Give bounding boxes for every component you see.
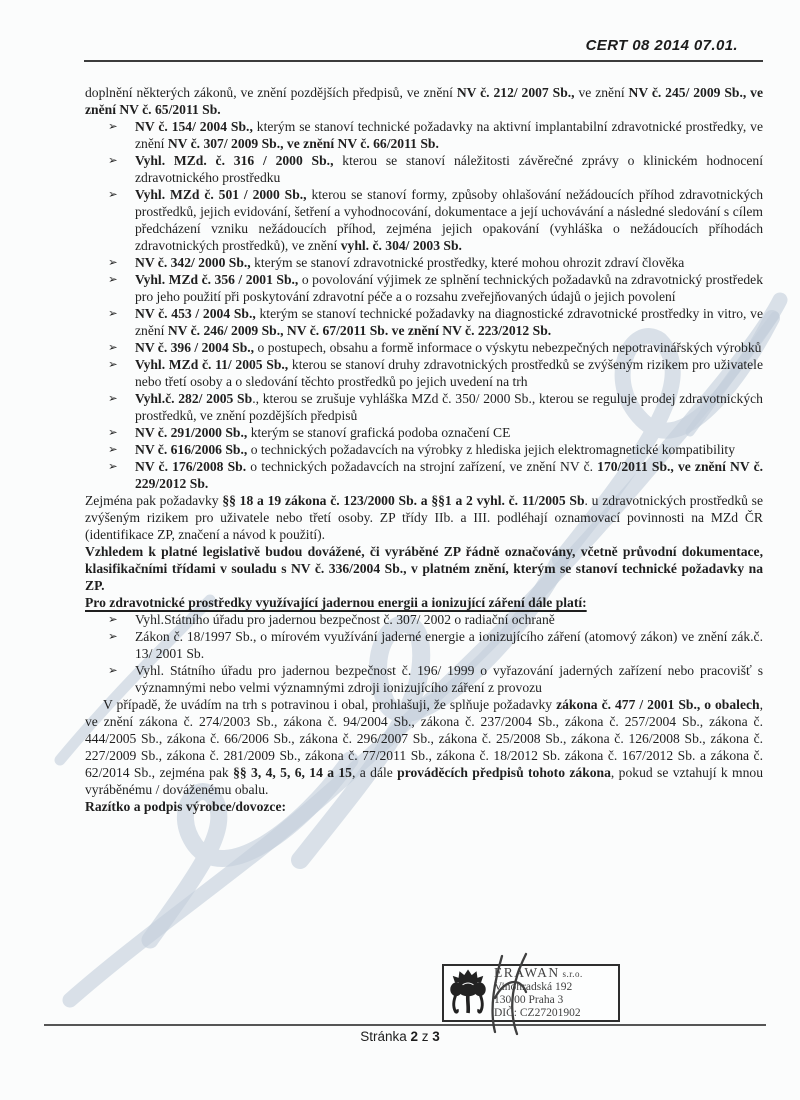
stamp-company-name: ERAWAN <box>494 965 560 980</box>
nuclear-regulations-list <box>85 611 763 696</box>
arrow-bullet-icon: ➢ <box>108 272 118 286</box>
list-item <box>85 458 763 492</box>
handwritten-signature <box>468 950 588 1040</box>
list-item-text: Vyhl. Státního úřadu pro jadernou bezpečnost č. 196/ 1999 o vyřazování jaderných zařízení nebo pracovišť s významnými nebo velmi významnými zdroji ionizujícího záření z provozu <box>135 663 763 695</box>
list-item <box>85 118 763 152</box>
arrow-bullet-icon: ➢ <box>108 391 118 405</box>
arrow-bullet-icon: ➢ <box>108 459 118 473</box>
document-body <box>85 84 763 815</box>
list-item-text: NV č. 396 / 2004 Sb., o postupech, obsahu a formě informace o výskytu nebezpečných nepotravinářských výrobků <box>135 340 762 355</box>
list-item-text: NV č. 291/2000 Sb., kterým se stanoví grafická podoba označení CE <box>135 425 511 440</box>
header-rule <box>84 60 763 62</box>
continuation-paragraph: doplnění některých zákonů, ve znění pozdějších předpisů, ve znění NV č. 212/ 2007 Sb., ve znění NV č. 245/ 2009 Sb., ve znění NV č. 65/2011 Sb. <box>85 85 763 117</box>
list-item-text: NV č. 176/2008 Sb. o technických požadavcích na strojní zařízení, ve znění NV č. 170/2011 Sb., ve znění NV č. 229/2012 Sb. <box>135 459 763 491</box>
arrow-bullet-icon: ➢ <box>108 340 118 354</box>
list-item-text: NV č. 453 / 2004 Sb., kterým se stanoví technické požadavky na diagnostické zdravotnické prostředky in vitro, ve znění NV č. 246/ 2009 Sb., NV č. 67/2011 Sb. ve znění NV č. 223/2012 Sb. <box>135 306 763 338</box>
list-item <box>85 662 763 696</box>
stamp-company-suffix: s.r.o. <box>562 969 583 979</box>
list-item-text: Vyhl. MZd č. 501 / 2000 Sb., kterou se stanoví formy, způsoby ohlašování nežádoucích příhod zdravotnických prostředků, jejich evidování, šetření a vyhodnocování, dokumentace a její uchovávání a následné sledování s cílem předcházení vzniku nežádoucích příhod, zejména jejich opakování (vyhláška o nežádoucích příhodách zdravotnických prostředků), ve znění vyhl. č. 304/ 2003 Sb. <box>135 187 764 253</box>
stamp-tax-id: DIČ: CZ27201902 <box>494 1007 581 1019</box>
list-item <box>85 390 763 424</box>
list-item <box>85 152 763 186</box>
list-item-text: NV č. 616/2006 Sb., o technických požadavcích na výrobky z hlediska jejich elektromagnetické kompatibility <box>135 442 735 457</box>
list-item <box>85 424 763 441</box>
paragraph-vzhledem: Vzhledem k platné legislativě budou dovážené, či vyráběné ZP řádně označovány, včetně průvodní dokumentace, klasifikačními třídami v souladu s NV č. 336/2004 Sb., v platném znění, kterým se stanoví technické požadavky na ZP. <box>85 544 763 593</box>
arrow-bullet-icon: ➢ <box>108 425 118 439</box>
list-item-text: Vyhl. MZd č. 11/ 2005 Sb., kterou se stanoví druhy zdravotnických prostředků se zvýšeným rizikem pro uživatele nebo třetí osoby a o sledování těchto prostředků po jejich uvedení na trh <box>135 357 763 389</box>
list-item <box>85 356 763 390</box>
list-item <box>85 186 763 254</box>
paragraph-zejmena: Zejména pak požadavky §§ 18 a 19 zákona č. 123/2000 Sb. a §§1 a 2 vyhl. č. 11/2005 Sb. u zdravotnických prostředků se zvýšeným rizikem pro uživatele nebo třetí osoby. ZP třídy IIb. a III. podléhají oznamovací povinnosti na MZd ČR (identifikace ZP, značení a návod k použití). <box>85 493 763 542</box>
list-item-text: NV č. 342/ 2000 Sb., kterým se stanoví zdravotnické prostředky, které mohou ohrozit zdraví člověka <box>135 255 685 270</box>
stamp-address-street: Vinohradská 192 <box>494 981 573 993</box>
page-number: Stránka 2 z 3 <box>360 1029 440 1044</box>
list-item-text: Zákon č. 18/1997 Sb., o mírovém využívání jaderné energie a ionizujícího záření (atomový zákon) ve znění zák.č. 13/ 2001 Sb. <box>135 629 763 661</box>
arrow-bullet-icon: ➢ <box>108 612 118 626</box>
arrow-bullet-icon: ➢ <box>108 357 118 371</box>
stamp-signature-label: Razítko a podpis výrobce/dovozce: <box>85 799 287 814</box>
arrow-bullet-icon: ➢ <box>108 629 118 643</box>
list-item <box>85 441 763 458</box>
footer-rule <box>44 1024 766 1026</box>
stamp-address-city: 130 00 Praha 3 <box>494 994 564 1006</box>
list-item <box>85 628 763 662</box>
paragraph-packaging: V případě, že uvádím na trh s potravinou i obal, prohlašuji, že splňuje požadavky zákona č. 477 / 2001 Sb., o obalech, ve znění zákona č. 274/2003 Sb., zákona č. 94/2004 Sb., zákona č. 237/2004 Sb., zákona č. 257/2004 Sb., zákona č. 444/2005 Sb., zákona č. 66/2006 Sb., zákona č. 296/2007 Sb., zákona č. 25/2008 Sb., zákona č. 126/2008 Sb., zákona č. 227/2009 Sb., zákona č. 281/2009 Sb., zákona č. 77/2011 Sb., zákona č. 18/2012 Sb. zákona č. 167/2012 Sb. a zákona č. 62/2014 Sb., zejména pak §§ 3, 4, 5, 6, 14 a 15, a dále prováděcích předpisů tohoto zákona, pokud se vztahují k mnou vyráběnému / dováženému obalu. <box>85 697 763 797</box>
list-item-text: NV č. 154/ 2004 Sb., kterým se stanoví technické požadavky na aktivní implantabilní zdravotnické prostředky, ve znění NV č. 307/ 2009 Sb., ve znění NV č. 66/2011 Sb. <box>135 119 764 151</box>
arrow-bullet-icon: ➢ <box>108 442 118 456</box>
list-item-text: Vyhl.č. 282/ 2005 Sb., kterou se zrušuje vyhláška MZd č. 350/ 2000 Sb., kterou se reguluje prodej zdravotnických prostředků, ve znění pozdějších předpisů <box>135 391 763 423</box>
arrow-bullet-icon: ➢ <box>108 119 118 133</box>
list-item <box>85 611 763 628</box>
arrow-bullet-icon: ➢ <box>108 187 118 201</box>
legal-regulations-list <box>85 118 763 492</box>
section-heading: Pro zdravotnické prostředky využívající jadernou energii a ionizující záření dále platí: <box>85 595 587 610</box>
arrow-bullet-icon: ➢ <box>108 153 118 167</box>
arrow-bullet-icon: ➢ <box>108 663 118 677</box>
list-item <box>85 254 763 271</box>
list-item <box>85 305 763 339</box>
arrow-bullet-icon: ➢ <box>108 255 118 269</box>
document-code: CERT 08 2014 07.01. <box>585 37 738 54</box>
list-item-text: Vyhl. MZd. č. 316 / 2000 Sb., kterou se stanoví náležitosti závěrečné zprávy o klinickém hodnocení zdravotnického prostředku <box>135 153 763 185</box>
list-item <box>85 339 763 356</box>
list-item <box>85 271 763 305</box>
arrow-bullet-icon: ➢ <box>108 306 118 320</box>
list-item-text: Vyhl. MZd č. 356 / 2001 Sb., o povolování výjimek ze splnění technických požadavků na zdravotnický prostředek pro jeho použití při poskytování zdravotní péče a o rozsahu zveřejňovaných údajů o jejich povolení <box>135 272 763 304</box>
list-item-text: Vyhl.Státního úřadu pro jadernou bezpečnost č. 307/ 2002 o radiační ochraně <box>135 612 555 627</box>
